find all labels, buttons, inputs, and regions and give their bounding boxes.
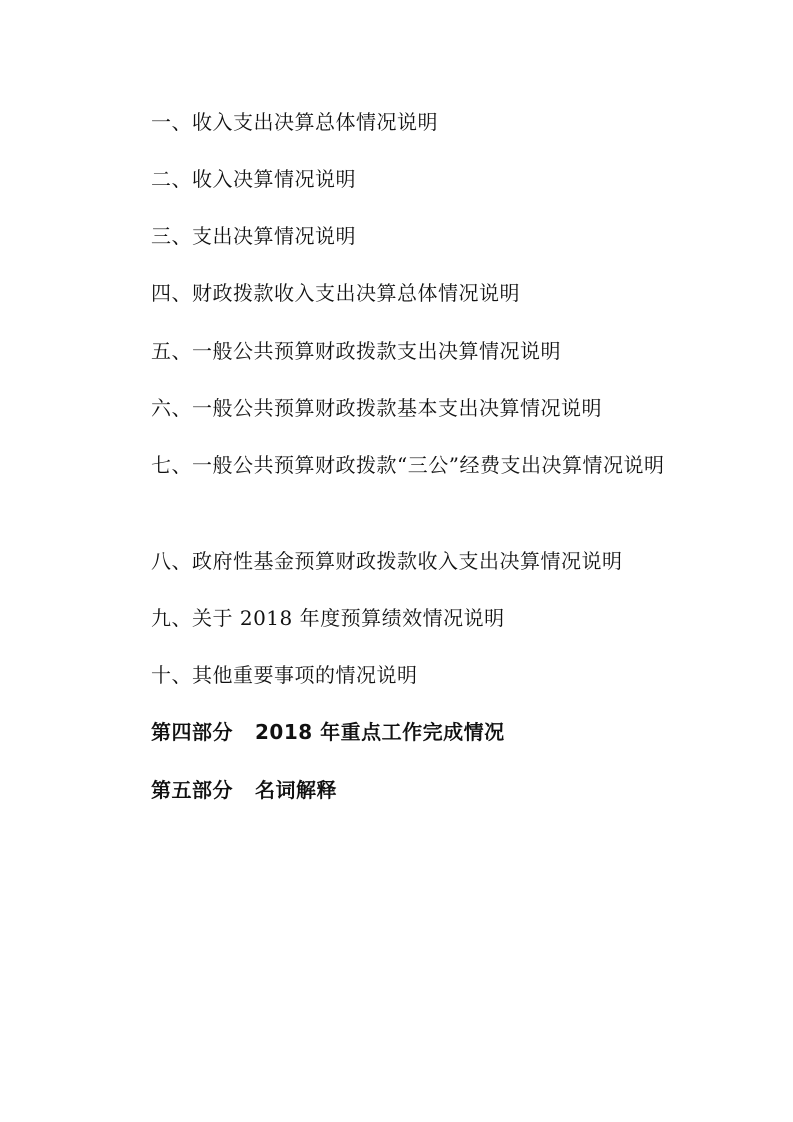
part-four-label: 第四部分 [151,720,233,744]
toc-item-8: 八、政府性基金预算财政拨款收入支出决算情况说明 [151,549,623,573]
part-four-title: 2018 年重点工作完成情况 [255,720,505,744]
part-five-heading [151,776,337,804]
toc-item-4: 四、财政拨款收入支出决算总体情况说明 [151,281,520,305]
toc-item-9: 九、关于 2018 年度预算绩效情况说明 [151,606,505,630]
part-five-title: 名词解释 [255,778,337,802]
toc-item-2: 二、收入决算情况说明 [151,167,356,191]
toc-item-6: 六、一般公共预算财政拨款基本支出决算情况说明 [151,396,602,420]
toc-item-10: 十、其他重要事项的情况说明 [151,663,418,687]
toc-item-5: 五、一般公共预算财政拨款支出决算情况说明 [151,339,561,363]
toc-item-7: 七、一般公共预算财政拨款“三公”经费支出决算情况说明 [151,453,665,477]
part-four-heading [151,718,505,746]
part-five-label: 第五部分 [151,778,233,802]
toc-item-3: 三、支出决算情况说明 [151,224,356,248]
toc-item-1: 一、收入支出决算总体情况说明 [151,110,438,134]
